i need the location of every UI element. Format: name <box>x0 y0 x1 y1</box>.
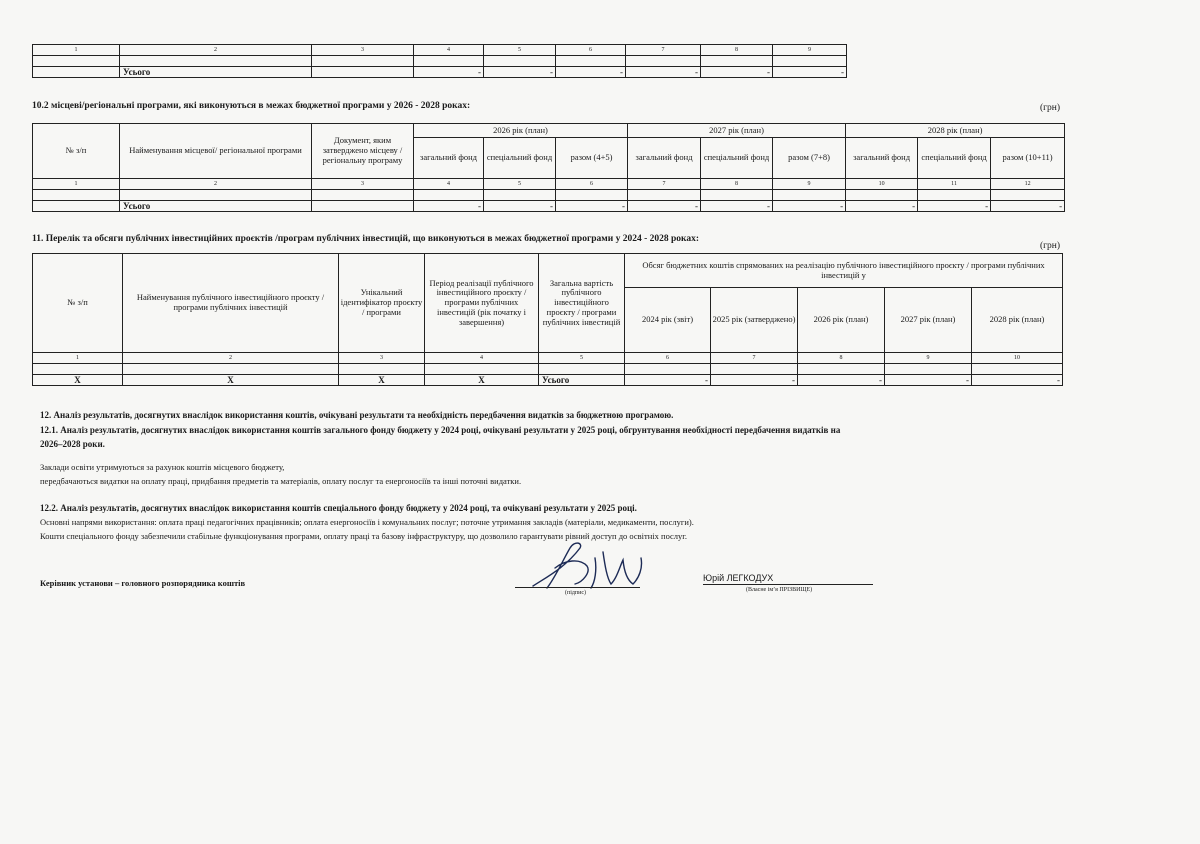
col-num: № з/п <box>33 254 123 353</box>
year-2026: 2026 рік (план) <box>414 124 628 138</box>
name-line <box>703 584 873 585</box>
top-table <box>32 44 847 78</box>
section-12-2-text-cont: Кошти спеціального фонду забезпечили стабільне функціонування програми, оплату праці та базову інфраструктуру, що дозволило гарантувати рівний доступ до освітніх послуг. <box>40 531 687 541</box>
signer-role: Керівник установи – головного розпорядника коштів <box>40 578 246 588</box>
investment-table-total-row: Х Х Х Х Усього - - - - - <box>33 375 1063 386</box>
year-2028: 2028 рік (план) <box>846 124 1065 138</box>
section-12-2-heading: 12.2. Аналіз результатів, досягнутих внаслідок використання коштів спеціального фонду бюджету у 2024 році, та очікувані результати у 2025 році. <box>40 503 637 513</box>
section-10-2-unit: (грн) <box>1040 103 1061 113</box>
year-2027: 2027 рік (план) <box>628 124 846 138</box>
section-12-1-heading-cont: 2026–2028 роки. <box>40 439 105 449</box>
top-table-total-row: Усього - - - - - - <box>33 67 847 78</box>
col-budget-volume: Обсяг бюджетних коштів спрямованих на реалізацію публічного інвестиційного проєкту / програми публічних інвестицій у <box>625 254 1063 288</box>
regional-programs-table: № з/п Найменування місцевої/ регіональної програми Документ, яким затверджено місцеву / регіональну програму 2026 рік (план) 2027 рік (план) 2028 рік (план) загальний фонд спеціальний фонд разом (4+5) загальний фонд спеціальний фонд разом (7+8) загальний фонд спеціальний фонд разом (10+11) 1 2 3 4 5 6 7 8 9 10 11 12 Усього - - - - - - - - - <box>32 123 1065 212</box>
section-11-heading: 11. Перелік та обсяги публічних інвестиційних проєктів /програм публічних інвестицій, що виконуються в межах бюджетної програми у 2024 - 2028 роках: <box>32 234 700 244</box>
section-12-1-heading: 12.1. Аналіз результатів, досягнутих внаслідок використання коштів загального фонду бюджету у 2024 році, очікувані результати у 2025 році, обгрунтування необхідності передбачення видатків на <box>40 425 841 435</box>
regional-table-total-row: Усього - - - - - - - - - <box>33 201 1065 212</box>
section-10-2-heading: 10.2 місцеві/регіональні програми, які виконуються в межах бюджетної програми у 2026 - 2028 роках: <box>32 101 471 111</box>
signer-name: Юрій ЛЕГКОДУХ <box>703 573 774 583</box>
col-unique-id: Унікальний ідентифікатор проєкту / програми <box>339 254 425 353</box>
col-total-cost: Загальна вартість публічного інвестиційного проєкту / програми публічних інвестицій <box>539 254 625 353</box>
section-12-1-text: Заклади освіти утримуються за рахунок коштів місцевого бюджету, <box>40 462 285 472</box>
section-12-heading: 12. Аналіз результатів, досягнутих внаслідок використання коштів, очікувані результати та необхідність передбачення видатків за бюджетною програмою. <box>40 410 674 420</box>
top-table-empty-row <box>33 56 847 67</box>
signature-line <box>515 587 640 588</box>
section-12-2-text: Основні напрями використання: оплата праці педагогічних працівників; оплата енергоносіїв і комунальних послуг; поточне утримання закладів (матеріали, медикаменти, послуги). <box>40 517 694 527</box>
investment-table-number-row: 1 2 3 4 5 6 7 8 9 10 <box>33 353 1063 364</box>
signature-caption: (підпис) <box>565 590 587 596</box>
regional-table-number-row: 1 2 3 4 5 6 7 8 9 10 11 12 <box>33 179 1065 190</box>
top-table-number-row: 1 2 3 4 5 6 7 8 9 <box>33 45 847 56</box>
name-caption: (Власне ім’я ПРІЗВИЩЕ) <box>746 587 813 593</box>
col-num: № з/п <box>33 124 120 179</box>
col-program-name: Найменування місцевої/ регіональної програми <box>120 124 312 179</box>
col-period: Період реалізації публічного інвестиційного проєкту / програми публічних інвестицій (рік початку і завершення) <box>425 254 539 353</box>
signature-image <box>525 538 655 598</box>
col-project-name: Найменування публічного інвестиційного проєкту / програми публічних інвестицій <box>123 254 339 353</box>
investment-projects-table: № з/п Найменування публічного інвестиційного проєкту / програми публічних інвестицій Унікальний ідентифікатор проєкту / програми Період реалізації публічного інвестиційного проєкту / програми публічних інвестицій (рік початку і завершення) Загальна вартість публічного інвестиційного проєкту / програми публічних інвестицій Обсяг бюджетних коштів спрямованих на реалізацію публічного інвестиційного проєкту / програми публічних інвестицій у 2024 рік (звіт) 2025 рік (затверджено) 2026 рік (план) 2027 рік (план) 2028 рік (план) 1 2 3 4 5 6 7 8 9 10 Х Х Х Х Усього - - - - - <box>32 253 1063 386</box>
col-document: Документ, яким затверджено місцеву / регіональну програму <box>312 124 414 179</box>
top-table-total-label: Усього <box>120 67 312 78</box>
section-11-unit: (грн) <box>1040 241 1061 251</box>
section-12-1-text-cont: передбачаються видатки на оплату праці, придбання предметів та матеріалів, оплату послуг та енергоносіїв та інші поточні видатки. <box>40 476 522 486</box>
